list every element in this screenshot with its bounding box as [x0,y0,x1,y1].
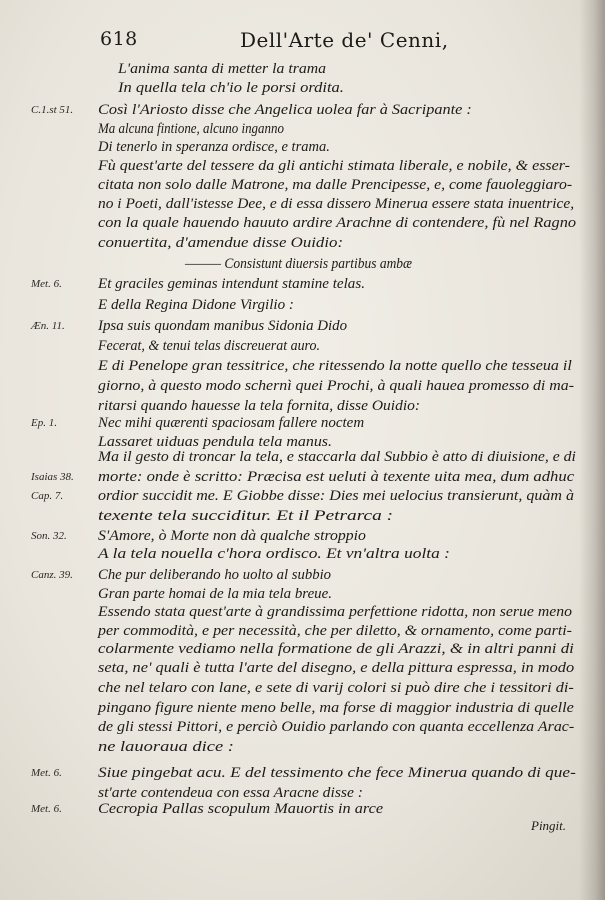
text-line [0,764,605,784]
line-text: Ma il gesto di troncar la tela, e staccarla dal Subbio è atto di diuisione, e di [98,449,576,465]
line-text: Cecropia Pallas scopulum Mauortis in arce [98,801,384,817]
running-title: Dell'Arte de' Cenni, [240,28,449,52]
line-text: Di tenerlo in speranza ordisce, e trama. [98,139,330,155]
line-text: con la quale hauendo hauuto ardire Arachne di contendere, fù nel Ragno [98,215,577,231]
line-text: L'anima santa di metter la trama [118,61,327,77]
line-text: E della Regina Didone Virgilio : [98,297,294,313]
line-text: Ma alcuna fintione, alcuno inganno [98,121,284,137]
text-line [0,414,605,434]
text-line [0,659,605,679]
line-text: ritarsi quando hauesse la tela fornita, disse Ouidio: [98,398,421,414]
line-text: Gran parte homai de la mia tela breue. [98,586,333,602]
line-text: de gli stessi Pittori, e perciò Ouidio parlando con quanta eccellenza Arac- [98,719,575,735]
text-line [0,507,605,527]
line-text: Siue pingebat acu. E del tessimento che fece Minerua quando di que- [98,765,576,781]
text-line [0,718,605,738]
text-line [0,738,605,758]
line-text: Fecerat, & tenui telas discreuerat auro. [98,338,320,354]
line-text: Et graciles geminas intendunt stamine telas. [98,276,365,292]
line-text: colarmente vediamo nella formatione de gli Arazzi, & in altri panni di [98,641,574,657]
text-line [0,255,605,275]
line-text: citata non solo dalle Matrone, ma dalle Prencipesse, e, come fauoleggiaro- [98,177,573,193]
text-line [0,214,605,234]
text-line [0,640,605,660]
catchword: Pingit. [531,818,567,833]
text-line [0,234,605,254]
text-line [0,377,605,397]
line-text: ——— Consistunt diuersis partibus ambæ [185,256,413,272]
text-line [0,487,605,507]
text-line [0,138,605,158]
margin-reference: Cap. 7. [31,490,64,502]
margin-reference: Canz. 39. [31,569,73,581]
text-line [0,357,605,377]
line-text: S'Amore, ò Morte non dà qualche stroppio [98,528,366,544]
text-line [0,275,605,295]
line-text: In quella tela ch'io le porsi ordita. [118,80,344,96]
text-line [0,448,605,468]
text-line [0,157,605,177]
text-line [0,176,605,196]
text-line [0,296,605,316]
line-text: Ipsa suis quondam manibus Sidonia Dido [98,318,348,334]
text-line [0,585,605,605]
line-text: che nel telaro con lane, e sete di varij colori si può dire che i tessitori di- [98,680,574,696]
line-text: texente tela succiditur. Et il Petrarca : [98,508,394,524]
text-line [0,317,605,337]
line-text: Così l'Ariosto disse che Angelica uolea far à Sacripante : [98,102,472,118]
text-line [0,120,605,140]
margin-reference: Met. 6. [31,803,62,815]
text-line [0,545,605,565]
text-line [0,79,605,99]
text-line [0,603,605,623]
margin-reference: Isaias 38. [31,471,74,483]
margin-reference: Ep. 1. [31,417,57,429]
text-line [0,699,605,719]
line-text: giorno, à questo modo schernì quei Prochi, à quali hauea promesso di ma- [98,378,574,394]
line-text: morte: onde è scritto: Præcisa est ueluti à texente uita mea, dum adhuc [98,469,575,485]
line-text: E di Penelope gran tessitrice, che ritessendo la notte quello che tesseua il [98,358,572,374]
line-text: ordior succidit me. E Giobbe disse: Dies mei uelocius transierunt, quàm à [98,488,575,504]
text-line [0,337,605,357]
line-text: seta, ne' quali è tutta l'arte del disegno, e della pittura espressa, in modo [98,660,575,676]
page-number: 618 [100,28,138,50]
line-text: A la tela nouella c'hora ordisco. Et vn'altra uolta : [98,546,450,562]
margin-reference: Met. 6. [31,278,62,290]
line-text: conuertita, d'amendue disse Ouidio: [98,235,344,251]
text-line [0,622,605,642]
line-text: Essendo stata quest'arte à grandissima perfettione ridotta, non serue meno [98,604,573,620]
text-line [0,101,605,121]
text-line [0,60,605,80]
margin-reference: C.1.st 51. [31,104,74,116]
line-text: ne lauoraua dice : [98,739,234,755]
line-text: no i Poeti, dall'istesse Dee, e di essa dissero Minerua essere stata inuentrice, [98,196,575,212]
line-text: st'arte contendeua con essa Aracne disse : [98,785,364,801]
text-line [0,800,605,820]
line-text: Nec mihi quærenti spaciosam fallere noctem [98,415,365,431]
line-text: Fù quest'arte del tessere da gli antichi stimata liberale, e nobile, & esser- [98,158,571,174]
line-text: Lassaret uiduas pendula tela manus. [98,434,333,450]
margin-reference: Met. 6. [31,767,62,779]
margin-reference: Son. 32. [31,530,67,542]
text-line [0,468,605,488]
margin-reference: Æn. 11. [31,320,65,332]
page-header [0,28,605,58]
text-line [0,566,605,586]
text-line [0,527,605,547]
line-text: per commodità, e per necessità, che per diletto, & ornamento, come parti- [98,623,572,639]
text-line [0,195,605,215]
text-line [0,679,605,699]
line-text: Che pur deliberando ho uolto al subbio [98,567,332,583]
line-text: pingano figure niente meno belle, ma forse di maggior industria di quelle [98,700,574,716]
